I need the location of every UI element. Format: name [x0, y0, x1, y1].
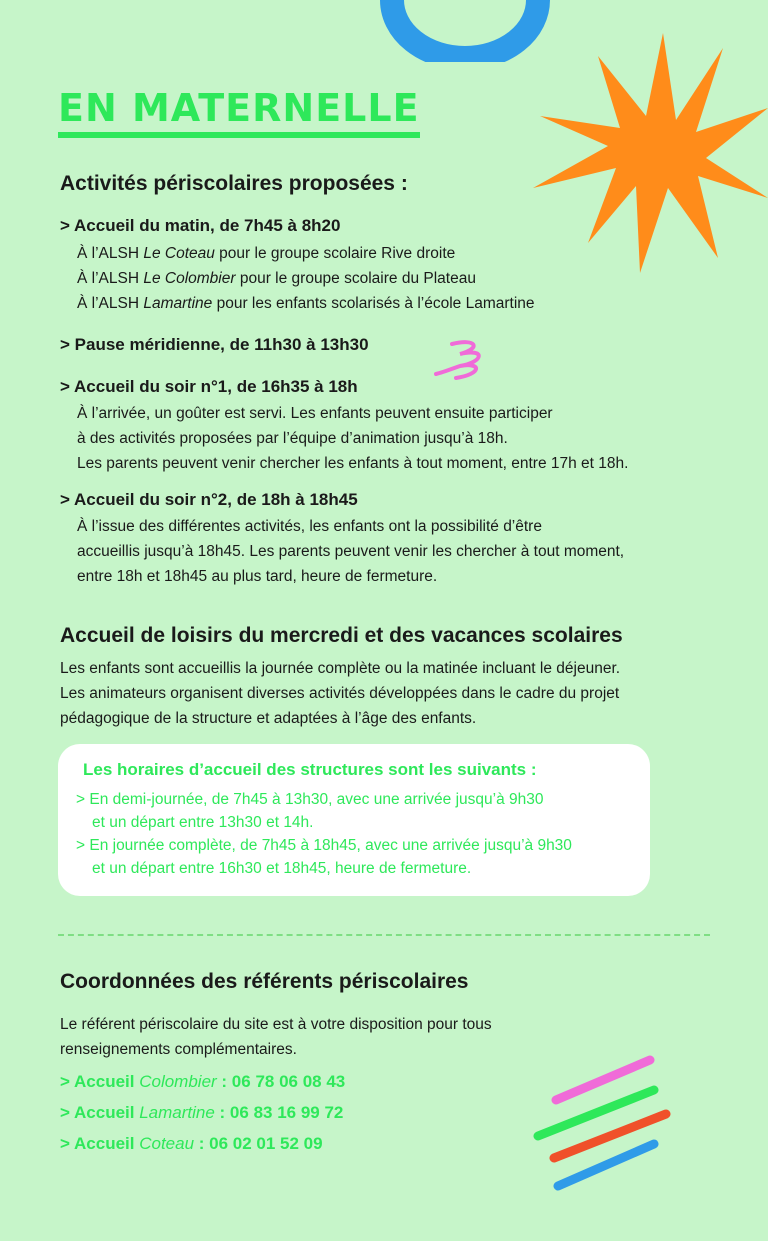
soir2-line: accueillis jusqu’à 18h45. Les parents peuvent venir les chercher à tout moment,	[77, 543, 625, 560]
referents-line: renseignements complémentaires.	[60, 1041, 297, 1058]
soir1-line: Les parents peuvent venir chercher les enfants à tout moment, entre 17h et 18h.	[77, 455, 629, 472]
pause-label: > Pause méridienne, de 11h30 à 13h30	[60, 335, 369, 354]
ring-shape	[380, 0, 550, 62]
loisirs-text	[60, 656, 620, 731]
matin-line: À l’ALSH Lamartine pour les enfants scolarisés à l’école Lamartine	[77, 295, 535, 312]
matin-line: À l’ALSH Le Colombier pour le groupe scolaire du Plateau	[77, 270, 476, 287]
soir2-label: > Accueil du soir n°2, de 18h à 18h45	[60, 490, 358, 509]
loisirs-line: Les enfants sont accueillis la journée complète ou la matinée incluant le déjeuner.	[60, 660, 621, 677]
soir2-line: entre 18h et 18h45 au plus tard, heure de fermeture.	[77, 568, 438, 585]
periscolaire-heading: Activités périscolaires proposées :	[60, 172, 408, 195]
matin-details	[77, 241, 535, 316]
soir2-details	[77, 514, 624, 589]
contact-coteau: > Accueil Coteau : 06 02 01 52 09	[60, 1134, 323, 1153]
horaires-item-cont: et un départ entre 16h30 et 18h45, heure de fermeture.	[92, 860, 472, 877]
horaires-item: > En demi-journée, de 7h45 à 13h30, avec une arrivée jusqu’à 9h30	[76, 791, 544, 808]
page-title: EN MATERNELLE	[58, 86, 420, 138]
horaires-title: Les horaires d’accueil des structures sont les suivants :	[83, 760, 537, 779]
soir1-label: > Accueil du soir n°1, de 16h35 à 18h	[60, 377, 358, 396]
soir1-details	[77, 401, 628, 476]
contact-lamartine: > Accueil Lamartine : 06 83 16 99 72	[60, 1103, 344, 1122]
soir1-line: à des activités proposées par l’équipe d’animation jusqu’à 18h.	[77, 430, 508, 447]
horaires-list	[76, 788, 572, 880]
matin-line: À l’ALSH Le Coteau pour le groupe scolaire Rive droite	[77, 245, 456, 262]
referents-heading: Coordonnées des référents périscolaires	[60, 970, 469, 993]
soir2-line: À l’issue des différentes activités, les enfants ont la possibilité d’être	[77, 518, 542, 535]
horaires-item: > En journée complète, de 7h45 à 18h45, avec une arrivée jusqu’à 9h30	[76, 837, 572, 854]
loisirs-line: Les animateurs organisent diverses activités développées dans le cadre du projet	[60, 685, 620, 702]
star-shape	[528, 28, 768, 278]
loisirs-heading: Accueil de loisirs du mercredi et des vacances scolaires	[60, 624, 623, 647]
matin-label: > Accueil du matin, de 7h45 à 8h20	[60, 216, 341, 235]
horaires-item-cont: et un départ entre 13h30 et 14h.	[92, 814, 314, 831]
loisirs-line: pédagogique de la structure et adaptées à l’âge des enfants.	[60, 710, 477, 727]
divider	[58, 934, 710, 936]
referents-line: Le référent périscolaire du site est à votre disposition pour tous	[60, 1016, 492, 1033]
stripes-shape	[528, 1052, 678, 1192]
soir1-line: À l’arrivée, un goûter est servi. Les enfants peuvent ensuite participer	[77, 405, 553, 422]
squiggle-shape	[430, 338, 490, 388]
referents-text	[60, 1012, 492, 1062]
contact-colombier: > Accueil Colombier : 06 78 06 08 43	[60, 1072, 346, 1091]
